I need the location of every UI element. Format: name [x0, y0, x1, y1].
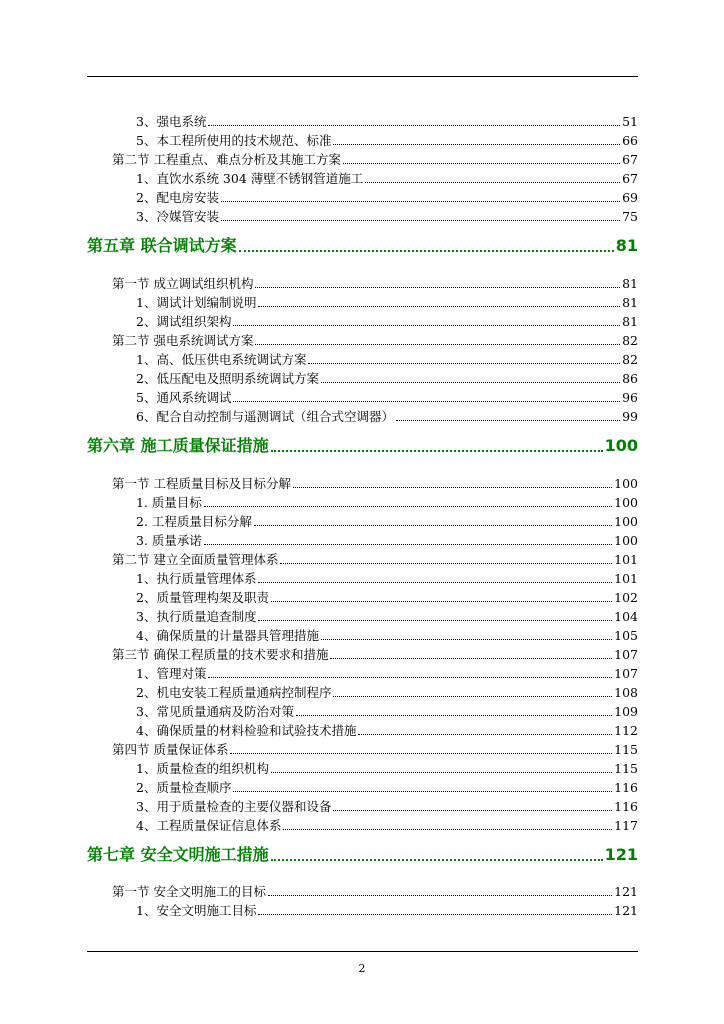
- toc-chapter[interactable]: 第七章 安全文明施工措施 121: [87, 845, 638, 864]
- toc-entry[interactable]: 1、调试计划编制说明 81: [136, 295, 638, 310]
- toc-entry[interactable]: 2、配电房安装 69: [136, 190, 638, 205]
- footer-rule: [87, 951, 638, 952]
- toc-entry[interactable]: 2. 工程质量目标分解 100: [136, 514, 638, 529]
- toc-entry[interactable]: 5、通风系统调试 96: [136, 390, 638, 405]
- toc-entry[interactable]: 2、低压配电及照明系统调试方案 86: [136, 371, 638, 386]
- toc-entry[interactable]: 1、安全文明施工目标 121: [136, 903, 638, 918]
- toc-entry[interactable]: 第二节 建立全面质量管理体系 101: [112, 552, 638, 567]
- toc-entry[interactable]: 2、机电安装工程质量通病控制程序 108: [136, 685, 638, 700]
- toc-chapter[interactable]: 第六章 施工质量保证措施 100: [87, 436, 638, 455]
- toc-entry[interactable]: 第一节 工程质量目标及目标分解 100: [112, 476, 638, 491]
- toc-entry[interactable]: 第一节 安全文明施工的目标 121: [112, 884, 638, 899]
- toc-chapter[interactable]: 第五章 联合调试方案 81: [87, 236, 638, 255]
- toc-entry[interactable]: 3、用于质量检查的主要仪器和设备 116: [136, 799, 638, 814]
- toc-entry[interactable]: 第二节 强电系统调试方案 82: [112, 333, 638, 348]
- toc-entry[interactable]: 4、确保质量的计量器具管理措施 105: [136, 628, 638, 643]
- toc-entry[interactable]: 1、高、低压供电系统调试方案 82: [136, 352, 638, 367]
- toc-entry[interactable]: 1、质量检查的组织机构 115: [136, 761, 638, 776]
- toc-entry[interactable]: 2、调试组织架构 81: [136, 314, 638, 329]
- toc-entry[interactable]: 2、质量检查顺序 116: [136, 780, 638, 795]
- toc-entry[interactable]: 第四节 质量保证体系 115: [112, 742, 638, 757]
- toc-entry[interactable]: 4、确保质量的材料检验和试验技术措施 112: [136, 723, 638, 738]
- toc-entry[interactable]: 4、工程质量保证信息体系 117: [136, 818, 638, 833]
- toc-entry[interactable]: 1、管理对策 107: [136, 666, 638, 681]
- toc-entry[interactable]: 1. 质量目标 100: [136, 495, 638, 510]
- toc-entry[interactable]: 1、执行质量管理体系 101: [136, 571, 638, 586]
- toc-entry[interactable]: 3、冷媒管安装 75: [136, 209, 638, 224]
- toc-entry[interactable]: 5、本工程所使用的技术规范、标准 66: [136, 133, 638, 148]
- toc-entry[interactable]: 3、常见质量通病及防治对策 109: [136, 704, 638, 719]
- toc-entry[interactable]: 2、质量管理构架及职责 102: [136, 590, 638, 605]
- toc-entry[interactable]: 第三节 确保工程质量的技术要求和措施 107: [112, 647, 638, 662]
- toc-entry[interactable]: 3、强电系统 51: [136, 114, 638, 129]
- toc-entry[interactable]: 1、直饮水系统 304 薄壁不锈钢管道施工 67: [136, 171, 638, 186]
- toc-entry[interactable]: 第二节 工程重点、难点分析及其施工方案 67: [112, 152, 638, 167]
- toc-entry[interactable]: 3. 质量承诺 100: [136, 533, 638, 548]
- page-number: 2: [358, 962, 366, 975]
- toc-entry[interactable]: 6、配合自动控制与遥测调试（组合式空调器） 99: [136, 409, 638, 424]
- toc-entry[interactable]: 第一节 成立调试组织机构 81: [112, 276, 638, 291]
- toc-entry[interactable]: 3、执行质量追查制度 104: [136, 609, 638, 624]
